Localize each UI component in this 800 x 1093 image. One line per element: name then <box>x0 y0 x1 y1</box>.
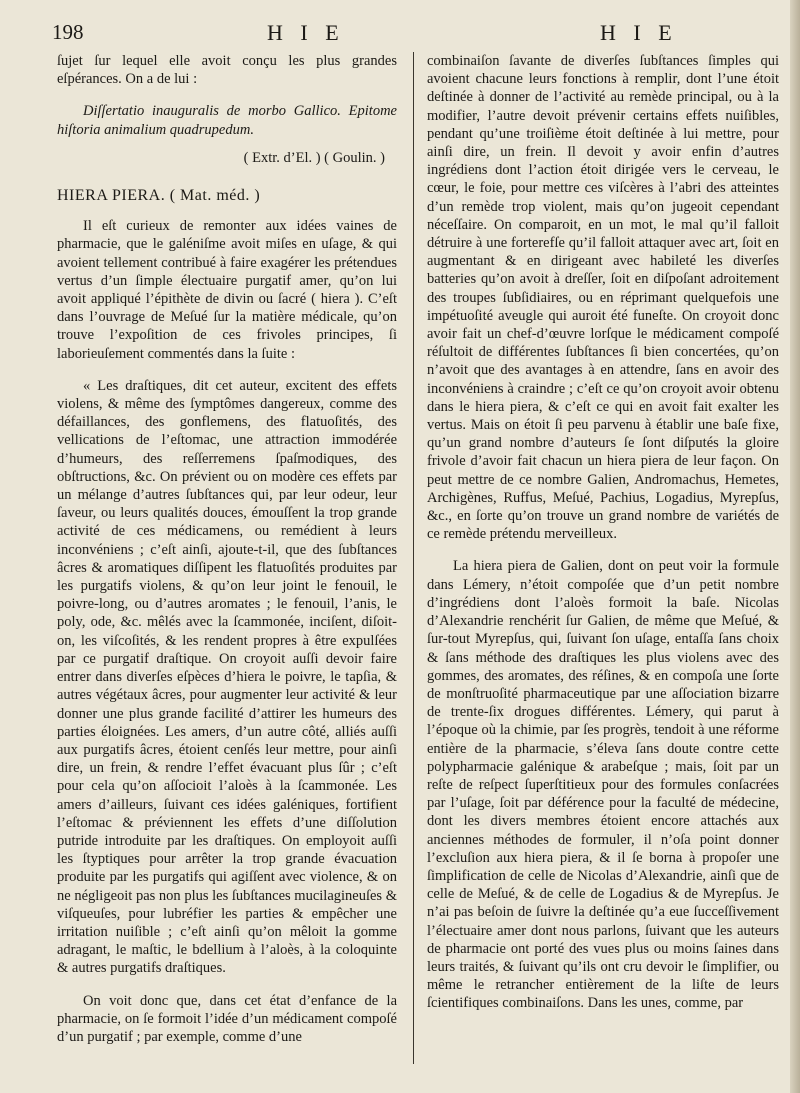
continued-paragraph: ſujet ſur lequel elle avoit conçu les plus grandes eſpérances. On a de lui : <box>57 53 397 88</box>
running-head-left: H I E <box>267 20 345 45</box>
author-signature: ( Extr. d’El. ) ( Goulin. ) <box>243 149 385 166</box>
page-number: 198 <box>52 20 84 44</box>
page-header <box>52 20 782 50</box>
bibliography-entry: Diſſertatio inauguralis de morbo Gallico. Epitome hiſtoria animalium quadrupedum. <box>57 103 397 138</box>
running-head-right: H I E <box>600 20 678 45</box>
left-column <box>57 52 397 1046</box>
body-paragraph: La hiera piera de Galien, dont on peut voir la formule dans Lémery, n’étoit compoſée que d’un petit nombre d’ingrédiens dont l’aloès formoit la baſe. Nicolas d’Alexandrie renchérit ſur Galien, de même que Meſué, & ſur-tout Myrepſus, qui, ſuivant ſon uſage, entaſſa ſans choix & ſans méthode des draſtiques les plus violens avec des gommes, des aromates, des réſines, & en compoſa une ſorte de monſtruoſité pharmaceutique par une aſſociation bizarre de trente-ſix drogues différentes. Lémery, qui parut à l’époque où la chimie, par ſes progrès, tendoit à une réforme entière de la pharmacie, s’éleva ſans doute contre cette polypharmacie galénique & arabeſque ; mais, ſoit par un reſte de reſpect ſuperſtitieux pour des formules conſacrées par l’uſage, ſoit par déférence pour la faculté de médecine, dont les divers membres étoient encore attachés aux anciennes méthodes de formuler, il n’oſa point donner l’excluſion aux hiera piera, & il ſe borna à propoſer une ſimplification de celle de Nicolas d’Alexandrie, ainſi que de celle de Meſué, & de celle de Logadius & de Myrepſus. Je n’ai pas beſoin de ſuivre la deſtinée qu’a eue ſucceſſivement l’électuaire amer dont nous parlons, ſuivant que les auteurs de pharmacie ont porté des vues plus ou moins ſaines dans leurs traités, & ſuivant qu’ils ont cru devoir le ſimplifier, ou même le retrancher entièrement de la liſte de leurs ſcientifiques combinaiſons. Dans les unes, comme, par <box>427 558 779 1012</box>
page-edge-shadow <box>790 0 800 1093</box>
body-paragraph: On voit donc que, dans cet état d’enfance de la pharmacie, on ſe formoit l’idée d’un médicament compoſé d’un purgatif ; par exemple, comme d’une <box>57 992 397 1045</box>
quotation-paragraph: « Les draſtiques, dit cet auteur, excitent des effets violens, & même des ſymptômes dangereux, comme des défaillances, des gonflemens, des flatuoſités, des vellications de l’eſtomac, une attraction immodérée d’humeurs, des reſſerremens ſpaſmodiques, des obſtructions, &c. On prévient ou on modère ces effets par un mélange d’autres ſubſtances qui, par leur odeur, leur ſaveur, ou leurs qualités douces, émouſſent la trop grande activité de ces médicamens, ou remédient à leurs inconvéniens ; c’eſt ainſi, ajoute-t-il, que des ſubſtances âcres & aromatiques diſſipent les flatuoſités produites par les purgatifs violens, & qu’on leur joint le fenouil, le poivre-long, ou d’autres aromates ; le fenouil, l’anis, le poly, ode, &c. mêlés avec la ſcammonée, inciſent, diſoit-on, les viſcoſités, & les rendent propres à être expulſées par ce purgatif draſtique. On croyoit auſſi devoir faire entrer dans diverſes eſpèces d’hiera le poivre, le tapſia, & autres végétaux âcres, pour augmenter leur activité & leur donner une plus grande facilité d’attirer les humeurs des parties éloignées. Les amers, d’un autre côté, alliés auſſi aux purgatifs âcres, étoient cenſés leur mettre, pour ainſi dire, un frein, & rendre l’effet évacuant plus ſûr ; c’eſt pour cela qu’on aſſocioit l’aloès à la ſcammonée. Les amers d’ailleurs, ſuivant ces idées galéniques, fortifient l’eſtomac & préviennent les effets d’une diſſolution putride introduite par les draſtiques. On employoit auſſi les ſtyptiques pour arrêter la trop grande évacuation produite par les purgatifs qui agiſſent avec violence, & on ne négligeoit pas non plus les ſubſtances mucilagineuſes & viſqueuſes, pour lubréfier les parties & empêcher une irritation nuiſible ; c’eſt ainſi qu’on mêloit la gomme adragant, le maſtic, le bdellium à l’aloès, à la coloquinte & autres purgatifs draſtiques. <box>57 377 397 977</box>
column-rule <box>413 52 414 1064</box>
article-heading: HIERA PIERA. ( Mat. méd. ) <box>57 187 261 205</box>
body-paragraph: combinaiſon ſavante de diverſes ſubſtances ſimples qui avoient chacune leurs fonctions à remplir, dont l’une étoit deſtinée à donner de l’activité au remède principal, ou à la modifier, l’autre devoit prévenir certains effets nuiſibles, pendant qu’une troiſième étoit deſtinée à lui mettre, pour ainſi dire, un frein. Il devoit y avoir enfin d’autres ingrédiens dont l’action étoit dirigée vers le cerveau, le cœur, le foie, pour mettre ces viſcères à l’abri des atteintes d’un remède trop violent, mais qu’on jugeoit cependant néceſſaire. On comparoit, en un mot, le mal qu’il falloit détruire à une forterefſe qu’il falloit attaquer avec art, ſoit en augmentant & en dirigeant avec habileté les diverſes batteries qu’on avoit à dreſſer, ſoit en diſpoſant adroitement des troupes ſubſidiaires, ou en réprimant quelquefois une impétuoſité aveugle qui auroit été funeſte. On croyoit donc avoir fait un chef-d’œuvre lorſque le médicament compoſé réſultoit de différentes ſubſtances ſi bien concertées, qu’on n’avoit que des avantages à en attendre, ſans en avoir des inconvéniens à craindre ; c’eſt ce qu’on croyoit avoir obtenu dans le hiera piera, & c’eſt ce qui en avoit fait exalter les vertus. Mais on étoit ſi peu parvenu à établir une baſe fixe, qu’un grand nombre d’auteurs ſe ſont diſputés la gloire frivole d’avoir fait chacun un hiera piera de leur façon. On peut mettre de ce nombre Galien, Andromachus, Hemetes, Archigènes, Ruffus, Meſué, Pachius, Logadius, Myrepſus, &c., en ſorte qu’on trouve un grand nombre de variétés de ce remède prétendu merveilleux. <box>427 53 779 543</box>
body-paragraph: Il eſt curieux de remonter aux idées vaines de pharmacie, que le galéniſme avoit miſes en uſage, & qui avoient tellement contribué à faire exagérer les prétendues vertus d’un ſimple électuaire purgatif amer, qu’on lui avoit appliqué l’épithète de divin ou ſacré ( hiera ). C’eſt dans l’ouvrage de Meſué ſur la matière médicale, qu’on trouve l’expoſition de ces frivoles principes, ſi laborieuſement commentés dans la ſuite : <box>57 218 397 362</box>
right-column <box>427 52 779 1013</box>
